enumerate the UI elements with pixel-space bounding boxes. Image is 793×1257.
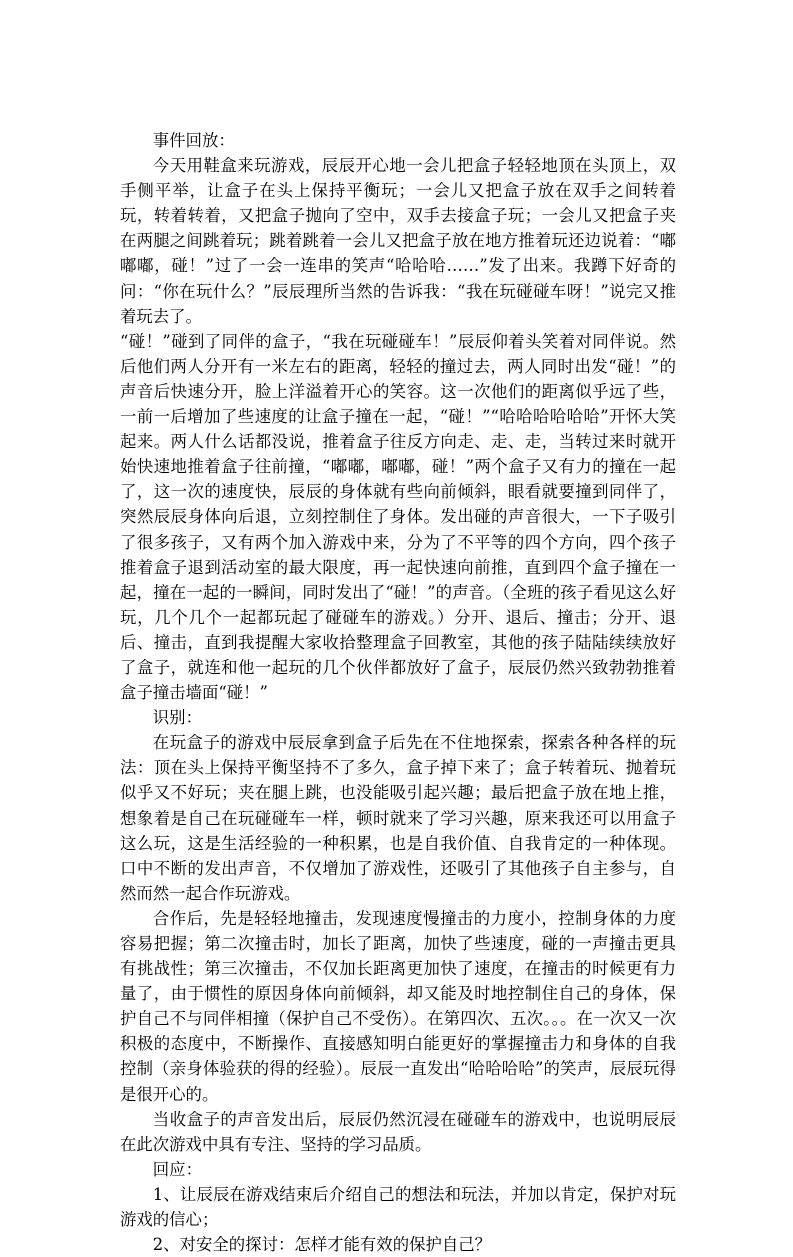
event-paragraph-1: 今天用鞋盒来玩游戏，辰辰开心地一会儿把盒子轻轻地顶在头顶上，双手侧平举，让盒子在头上保持平衡玩；一会儿又把盒子放在双手之间转着玩，转着转着，又把盒子抛向了空中，双手去接盒子玩；一会儿又把盒子夹在两腿之间跳着玩；跳着跳着一会儿又把盒子放在地方推着玩还边说着：“嘟嘟嘟，碰！”过了一会一连串的笑声“哈哈哈……”发了出来。我蹲下好奇的问：“你在玩什么？”辰辰理所当然的告诉我：“我在玩碰碰车呀！”说完又推着玩去了。 xyxy=(120,156,676,326)
identification-paragraph-2: 合作后，先是轻轻地撞击，发现速度慢撞击的力度小，控制身体的力度容易把握；第二次撞击时，加长了距离，加快了些速度，碰的一声撞击更具有挑战性；第三次撞击，不仅加长距离更加快了速度，在撞击的时候更有力量了，由于惯性的原因身体向前倾斜，却又能及时地控制住自己的身体，保护自己不与同伴相撞（保护自己不受伤）。在第四次、五次。。。在一次又一次积极的态度中，不断操作、直接感知明白能更好的掌握撞击力和身体的自我控制（亲身体验获的得的经验）。辰辰一直发出“哈哈哈哈”的笑声，辰辰玩得是很开心的。 xyxy=(120,908,676,1104)
heading-identification: 识别： xyxy=(152,708,202,728)
response-item-2: 2、对安全的探讨：怎样才能有效的保护自己？ xyxy=(152,1235,492,1255)
response-item-1: 1、让辰辰在游戏结束后介绍自己的想法和玩法，并加以肯定，保护对玩游戏的信心； xyxy=(120,1184,676,1230)
identification-paragraph-1: 在玩盒子的游戏中辰辰拿到盒子后先在不住地探索，探索各种各样的玩法：顶在头上保持平衡坚持不了多久，盒子掉下来了；盒子转着玩、抛着玩似乎又不好玩；夹在腿上跳，也没能吸引起兴趣；最后把盒子放在地上推，想象着是自己在玩碰碰车一样，顿时就来了学习兴趣，原来我还可以用盒子这么玩，这是生活经验的一种积累，也是自我价值、自我肯定的一种体现。口中不断的发出声音，不仅增加了游戏性，还吸引了其他孩子自主参与，自然而然一起合作玩游戏。 xyxy=(120,733,676,903)
document-page xyxy=(120,128,676,1257)
heading-response: 回应： xyxy=(152,1159,202,1179)
event-paragraph-2: “碰！”碰到了同伴的盒子，“我在玩碰碰车！”辰辰仰着头笑着对同伴说。然后他们两人分开有一米左右的距离，轻轻的撞过去，两人同时出发“碰！”的声音后快速分开，脸上洋溢着开心的笑容。这一次他们的距离似乎远了些，一前一后增加了些速度的让盒子撞在一起，“碰！”“哈哈哈哈哈哈”开怀大笑起来。两人什么话都没说，推着盒子往反方向走、走、走，当转过来时就开始快速地推着盒子往前撞，“嘟嘟，嘟嘟，碰！”两个盒子又有力的撞在一起了，这一次的速度快，辰辰的身体就有些向前倾斜，眼看就要撞到同伴了，突然辰辰身体向后退，立刻控制住了身体。发出碰的声音很大，一下子吸引了很多孩子，又有两个加入游戏中来，分为了不平等的四个方向，四个孩子推着盒子退到活动室的最大限度，再一起快速向前推，直到四个盒子撞在一起，撞在一起的一瞬间，同时发出了“碰！”的声音。（全班的孩子看见这么好玩，几个几个一起都玩起了碰碰车的游戏。）分开、退后、撞击；分开、退后、撞击，直到我提醒大家收拾整理盒子回教室，其他的孩子陆陆续续放好了盒子，就连和他一起玩的几个伙伴都放好了盒子，辰辰仍然兴致勃勃推着盒子撞击墙面“碰！” xyxy=(120,331,676,703)
identification-paragraph-3: 当收盒子的声音发出后，辰辰仍然沉浸在碰碰车的游戏中，也说明辰辰在此次游戏中具有专注、坚持的学习品质。 xyxy=(120,1109,676,1154)
heading-event-replay: 事件回放： xyxy=(152,131,235,150)
